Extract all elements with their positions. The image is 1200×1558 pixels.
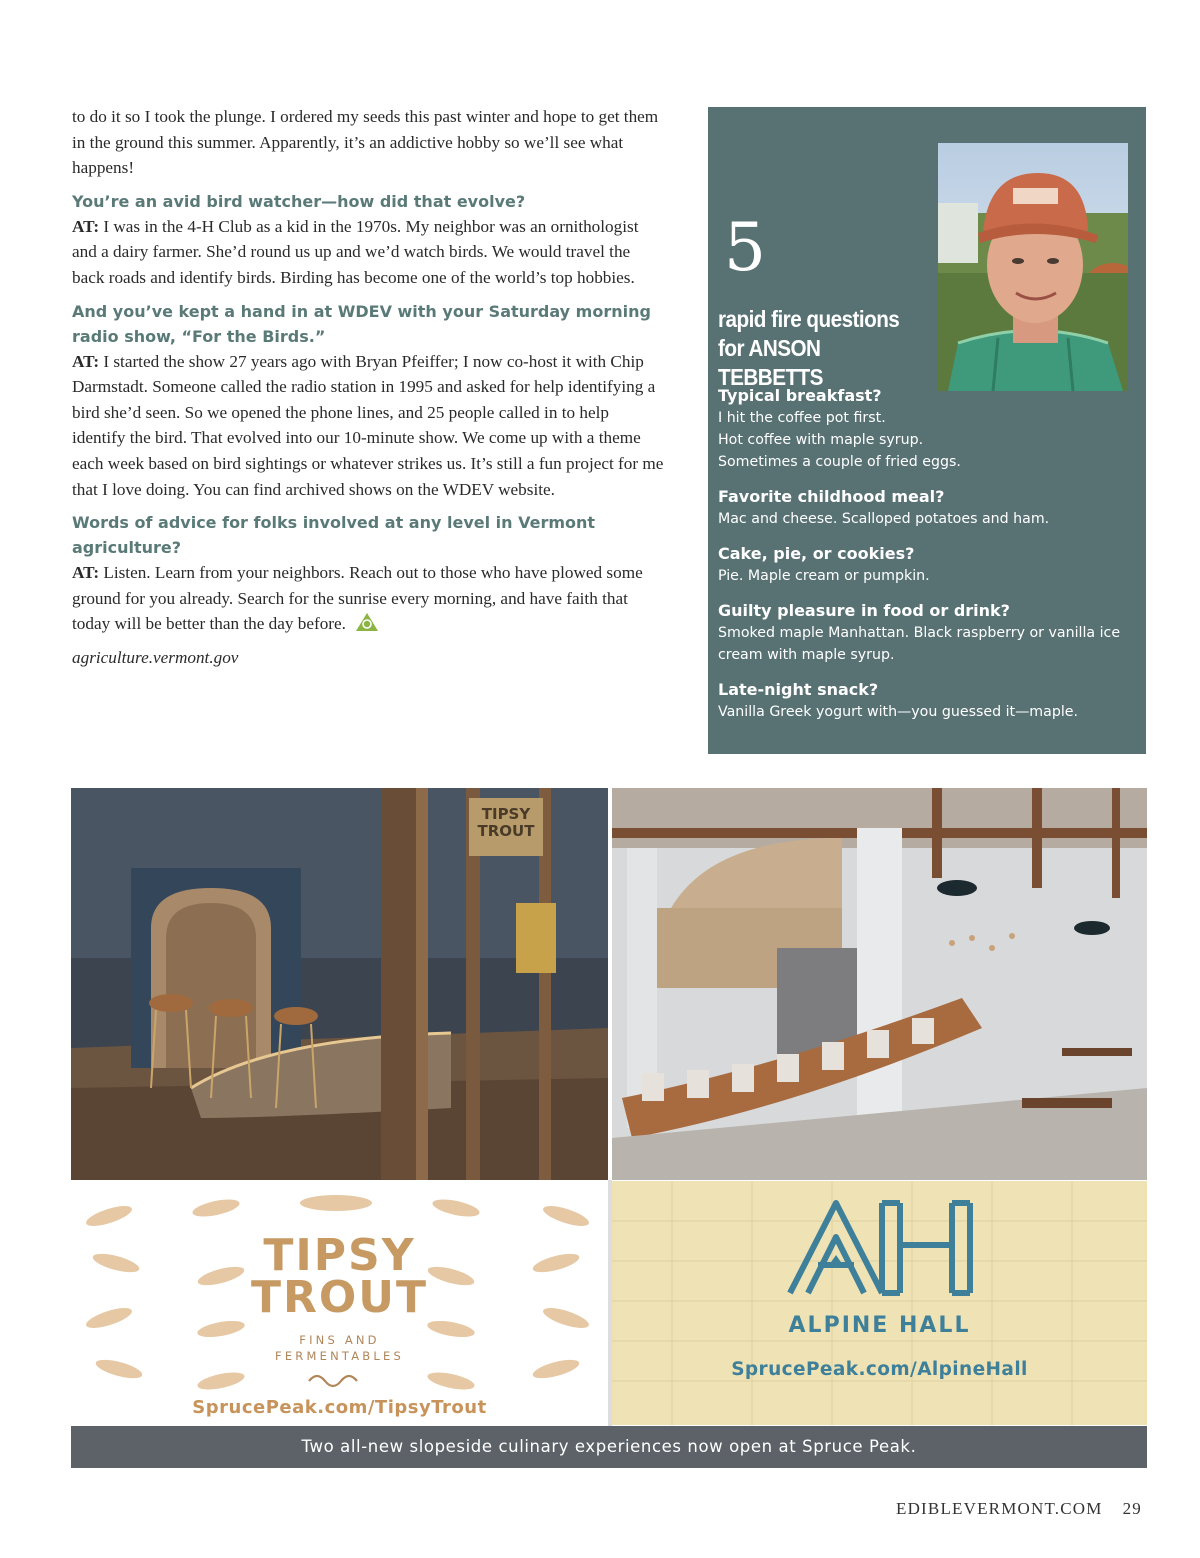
answer-text: I started the show 27 years ago with Bryan Pfeiffer; I now co-host it with Chip Darmstadt. Someone called the radio station in 1995 and asked for help identifying a bird she’d seen. So we opened the phone lines, and 25 people called in to help identify the bird. That evolved into our 10-minute show. We come up with a theme each week based on bird sightings or whatever strikes us. It’s still a fun project for me that I love doing. You can find archived shows on the WDEV website.: [72, 351, 664, 499]
article-intro: to do it so I took the plunge. I ordered my seeds this past winter and hope to get them in the ground this summer. Apparently, it’s an addictive hobby so we’ll see what happens!: [72, 107, 659, 178]
rapid-fire-answer: I hit the coffee pot first.: [718, 410, 886, 426]
ad-banner: Two all-new slopeside culinary experiences now open at Spruce Peak.: [71, 1426, 1147, 1468]
tipsy-trout-tagline-line1: FINS AND: [299, 1333, 380, 1347]
spruce-peak-ad: [71, 788, 1147, 1468]
page-footer: [896, 1499, 1142, 1519]
article-column: [72, 104, 664, 679]
speaker-initials: AT:: [72, 216, 100, 236]
tipsy-trout-url[interactable]: SprucePeak.com/TipsyTrout: [192, 1397, 487, 1418]
tipsy-trout-bar-photo: [71, 788, 608, 1180]
rapid-fire-item: [718, 679, 1138, 723]
tipsy-trout-tagline-line2: FERMENTABLES: [275, 1349, 404, 1363]
portrait-photo: [938, 143, 1128, 391]
answer-paragraph: [72, 349, 664, 503]
rapid-fire-question: Guilty pleasure in food or drink?: [718, 601, 1010, 620]
rapid-fire-answer: Pie. Maple cream or pumpkin.: [718, 568, 930, 584]
question-heading: And you’ve kept a hand in at WDEV with your Saturday morning radio show, “For the Birds.”: [72, 301, 651, 346]
speaker-initials: AT:: [72, 351, 100, 371]
rapid-fire-question: Typical breakfast?: [718, 386, 882, 405]
answer-paragraph: [72, 560, 664, 637]
rapid-fire-answer: Hot coffee with maple syrup.: [718, 432, 924, 448]
alpine-hall-dining-photo: [612, 788, 1147, 1180]
sidebar-number: 5: [724, 209, 766, 286]
sign-word-2: TROUT: [477, 822, 535, 840]
footer-site[interactable]: EDIBLEVERMONT.COM: [895, 1499, 1103, 1518]
rapid-fire-sidebar: [708, 107, 1146, 754]
question-heading: Words of advice for folks involved at any level in Vermont agriculture?: [72, 513, 596, 558]
rapid-fire-list: [718, 385, 1138, 736]
rapid-fire-question: Cake, pie, or cookies?: [718, 544, 915, 563]
rapid-fire-question: Favorite childhood meal?: [718, 487, 945, 506]
answer-text: Listen. Learn from your neighbors. Reach out to those who have plowed some ground for you already. Search for the sunrise every morning, and have faith that today will be better than the day before.: [72, 563, 643, 634]
alpine-hall-url[interactable]: SprucePeak.com/AlpineHall: [731, 1359, 1028, 1380]
sign-word-1: TIPSY: [481, 805, 531, 823]
source-link[interactable]: agriculture.vermont.gov: [72, 647, 239, 667]
speaker-initials: AT:: [72, 563, 100, 583]
rapid-fire-answer: Smoked maple Manhattan. Black raspberry or vanilla ice cream with maple syrup.: [718, 625, 1121, 663]
answer-paragraph: [72, 214, 664, 291]
rapid-fire-answer: Mac and cheese. Scalloped potatoes and ham.: [718, 511, 1050, 527]
answer-text: I was in the 4-H Club as a kid in the 1970s. My neighbor was an ornithologist and a dairy farmer. She’d round us up and we’d watch birds. We would travel the back roads and identify birds. Birding has become one of the world’s top hobbies.: [72, 216, 639, 287]
sidebar-title-line2: for ANSON TEBBETTS: [718, 335, 823, 390]
edible-end-mark-icon: [356, 613, 378, 631]
alpine-hall-name: ALPINE HALL: [788, 1313, 971, 1338]
rapid-fire-item: [718, 600, 1138, 666]
tipsy-trout-logo-line1: TIPSY: [263, 1230, 416, 1281]
rapid-fire-answer: Sometimes a couple of fried eggs.: [718, 454, 961, 470]
rapid-fire-answer: Vanilla Greek yogurt with—you guessed it—maple.: [718, 704, 1079, 720]
rapid-fire-item: [718, 486, 1138, 530]
rapid-fire-item: [718, 385, 1138, 473]
page-number: 29: [1122, 1499, 1142, 1518]
alpine-hall-logo-panel: [612, 1181, 1147, 1425]
alpine-hall-monogram-icon: [612, 1181, 1147, 1425]
sidebar-title-line1: rapid fire questions: [718, 306, 900, 332]
tipsy-trout-logo-panel: [71, 1181, 608, 1425]
sidebar-title: [718, 305, 916, 392]
tipsy-trout-logo-line2: TROUT: [250, 1272, 429, 1323]
question-heading: You’re an avid bird watcher—how did that evolve?: [72, 191, 526, 211]
rapid-fire-question: Late-night snack?: [718, 680, 879, 699]
rapid-fire-item: [718, 543, 1138, 587]
